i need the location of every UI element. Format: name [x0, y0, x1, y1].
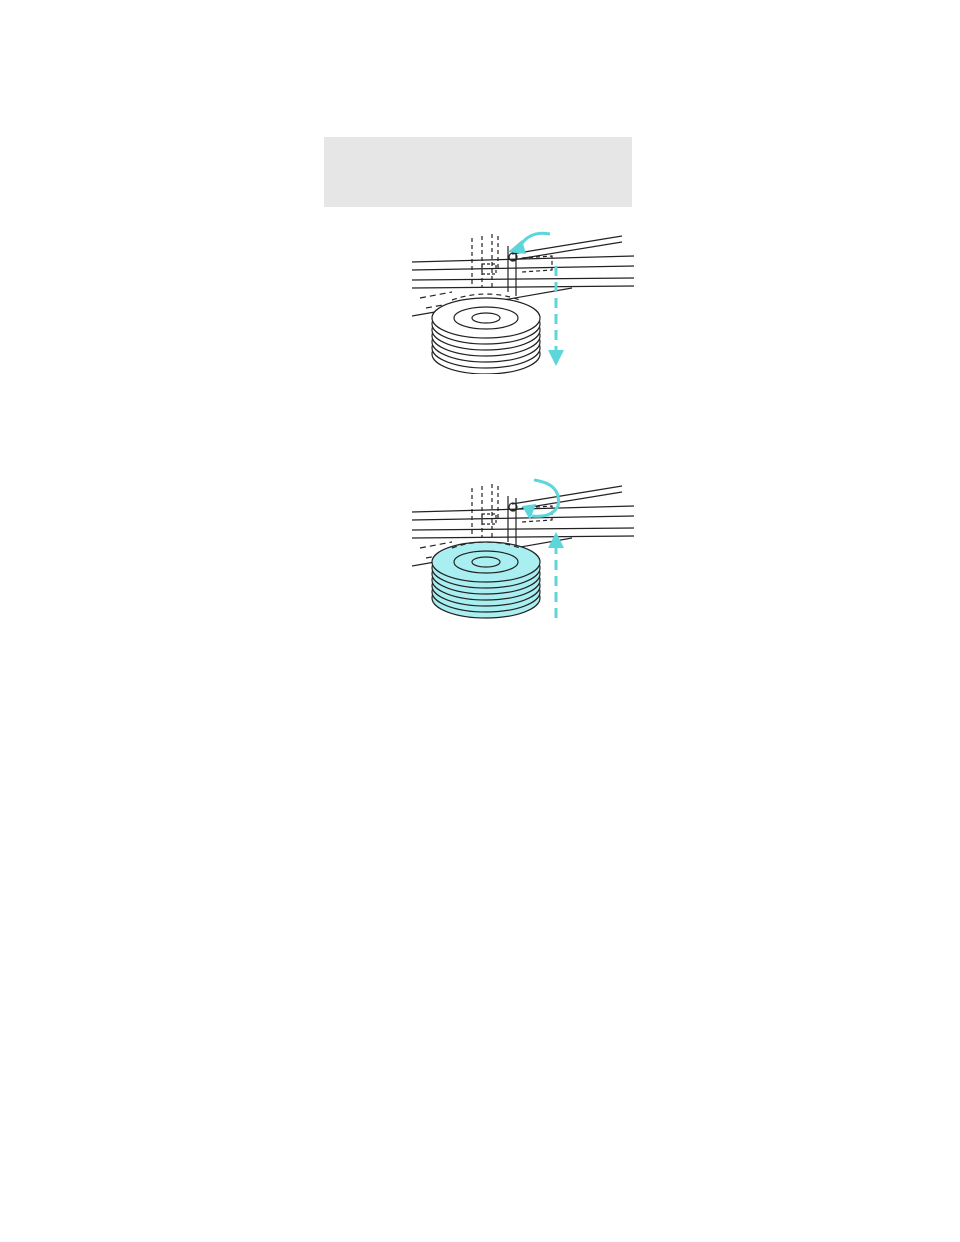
- section-header-band: [324, 137, 632, 207]
- text-column: [324, 224, 640, 232]
- spare-tire-raising-illustration: [412, 476, 634, 624]
- spare-tire-lowering-illustration: [412, 226, 634, 374]
